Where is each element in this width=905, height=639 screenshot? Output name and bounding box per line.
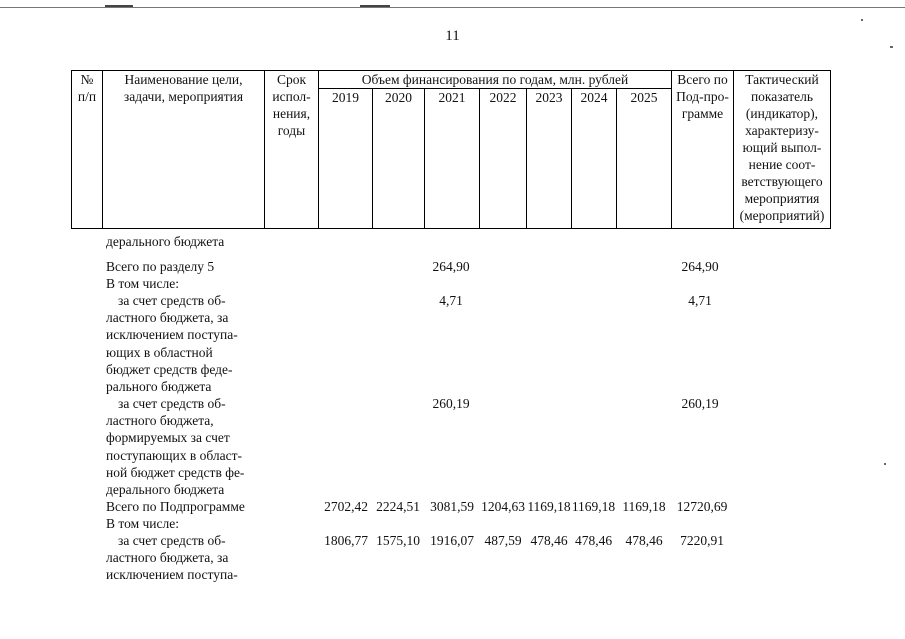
- top-rule-accent: [360, 5, 390, 7]
- value-2020: 1575,10: [376, 533, 420, 548]
- row-name: [106, 395, 261, 498]
- name-line: дерального бюджета: [106, 482, 225, 498]
- name-line: ластного бюджета, за: [106, 310, 229, 326]
- value-2024: 1169,18: [571, 499, 616, 514]
- header-num: № п/п: [72, 71, 103, 229]
- row-name: [106, 275, 261, 292]
- value-2021: 260,19: [432, 396, 470, 411]
- name-line: за счет средств об-: [118, 293, 226, 308]
- value-2020: 2224,51: [376, 499, 420, 514]
- row-name: [106, 233, 261, 250]
- name-line: В том числе:: [106, 276, 179, 291]
- row-name: [106, 258, 261, 275]
- row-name: [106, 498, 261, 515]
- value-total: 260,19: [681, 396, 719, 411]
- header-year: 2022: [480, 89, 527, 229]
- header-year: 2023: [527, 89, 572, 229]
- name-line: Всего по Подпрограмме: [106, 499, 245, 514]
- value-2022: 1204,63: [481, 499, 525, 514]
- header-total: Всего по Под-про-грамме: [672, 71, 734, 229]
- header-year: 2019: [319, 89, 373, 229]
- name-line: бюджет средств феде-: [106, 361, 233, 377]
- value-2021: 3081,59: [430, 499, 474, 514]
- value-2021: 4,71: [439, 293, 463, 308]
- value-total: 4,71: [688, 293, 712, 308]
- row-name: [106, 532, 261, 584]
- header-year: 2024: [572, 89, 617, 229]
- table-header: [71, 70, 831, 229]
- name-line: ластного бюджета, за: [106, 550, 229, 566]
- name-line: формируемых за счет: [106, 430, 230, 446]
- value-total: 7220,91: [680, 533, 724, 548]
- value-2021: 264,90: [432, 259, 470, 274]
- value-2019: 1806,77: [324, 533, 368, 548]
- value-total: 264,90: [681, 259, 719, 274]
- page-number: 11: [445, 28, 460, 44]
- name-line: ной бюджет средств фе-: [106, 464, 245, 480]
- top-rule: [0, 7, 905, 8]
- scan-speck: [884, 463, 886, 465]
- scan-speck: [861, 19, 863, 21]
- name-line: ластного бюджета,: [106, 413, 214, 429]
- header-name: Наименование цели, задачи, мероприятия: [103, 71, 265, 229]
- name-line: рального бюджета: [106, 379, 212, 395]
- row-name: [106, 515, 261, 532]
- value-2025: 1169,18: [622, 499, 666, 514]
- name-line: поступающих в област-: [106, 447, 242, 463]
- name-line: за счет средств об-: [118, 533, 226, 548]
- value-total: 12720,69: [676, 499, 728, 514]
- row-name: [106, 292, 261, 395]
- header-year: 2025: [617, 89, 672, 229]
- scan-speck: [890, 46, 893, 48]
- value-2023: 478,46: [530, 533, 568, 548]
- name-line: Всего по разделу 5: [106, 259, 215, 274]
- value-2023: 1169,18: [527, 499, 571, 514]
- value-2019: 2702,42: [324, 499, 368, 514]
- value-2022: 487,59: [484, 533, 522, 548]
- header-financing: Объем финансирования по годам, млн. рублей: [319, 71, 672, 89]
- name-line: В том числе:: [106, 516, 179, 531]
- header-year: 2020: [373, 89, 425, 229]
- name-line: исключением поступа-: [106, 327, 238, 343]
- value-2021: 1916,07: [430, 533, 474, 548]
- top-rule-accent: [105, 5, 133, 7]
- name-line: дерального бюджета: [106, 234, 225, 249]
- header-indicator: Тактический показатель (индикатор), характеризу-ющий выпол-нение соот-ветствующего мероприятия (мероприятий): [734, 71, 831, 229]
- value-2024: 478,46: [574, 533, 613, 548]
- name-line: исключением поступа-: [106, 567, 238, 583]
- header-term: Срок испол-нения, годы: [265, 71, 319, 229]
- name-line: за счет средств об-: [118, 396, 226, 411]
- value-2025: 478,46: [625, 533, 663, 548]
- name-line: ющих в областной: [106, 344, 213, 360]
- header-year: 2021: [425, 89, 480, 229]
